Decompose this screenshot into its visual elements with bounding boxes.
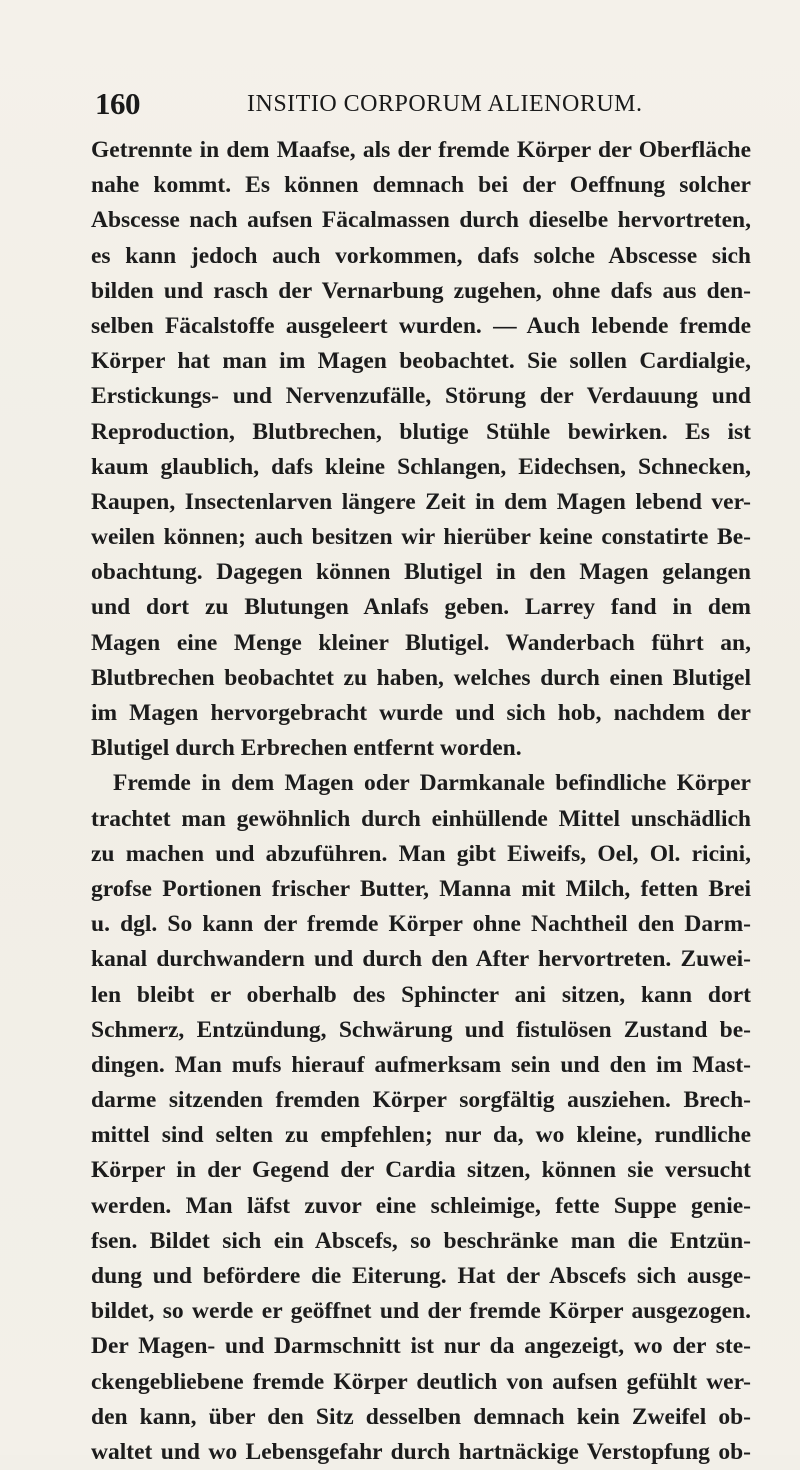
text-line: u. dgl. So kann der fremde Körper ohne Nachtheil den Darm-	[91, 911, 751, 938]
text-line: im Magen hervorgebracht wurde und sich hob, nachdem der	[91, 700, 751, 726]
text-line: werden. Man läfst zuvor eine schleimige, fette Suppe genie-	[91, 1192, 751, 1219]
text-line: dung und befördere die Eiterung. Hat der Abscefs sich ausge-	[91, 1263, 751, 1289]
text-line: bilden und rasch der Vernarbung zugehen, ohne dafs aus den-	[91, 277, 751, 304]
text-line: es kann jedoch auch vorkommen, dafs solche Abscesse sich	[91, 242, 751, 269]
text-line: selben Fäcalstoffe ausgeleert wurden. — Auch lebende fremde	[91, 312, 751, 339]
text-line: Erstickungs- und Nervenzufälle, Störung der Verdauung und	[91, 383, 751, 410]
page-number: 160	[95, 86, 140, 121]
text-line: Fremde in dem Magen oder Darmkanale befindliche Körper	[113, 770, 751, 797]
text-line: und dort zu Blutungen Anlafs geben. Larrey fand in dem	[91, 594, 751, 621]
text-line: Blutbrechen beobachtet zu haben, welches durch einen Blutigel	[91, 664, 751, 691]
text-line: dingen. Man mufs hierauf aufmerksam sein und den im Mast-	[91, 1051, 751, 1078]
running-head: INSITIO CORPORUM ALIENORUM.	[247, 91, 643, 117]
text-line: Magen eine Menge kleiner Blutigel. Wanderbach führt an,	[91, 629, 751, 656]
text-line: bildet, so werde er geöffnet und der fremde Körper ausgezogen.	[91, 1298, 751, 1325]
text-line: mittel sind selten zu empfehlen; nur da, wo kleine, rundliche	[91, 1122, 751, 1149]
text-line: grofse Portionen frischer Butter, Manna mit Milch, fetten Brei	[91, 875, 751, 902]
text-line: trachtet man gewöhnlich durch einhüllende Mittel unschädlich	[91, 805, 751, 832]
text-line: fsen. Bildet sich ein Abscefs, so beschränke man die Entzün-	[91, 1227, 751, 1254]
text-line: Getrennte in dem Maafse, als der fremde Körper der Oberfläche	[91, 137, 751, 163]
text-line: obachtung. Dagegen können Blutigel in den Magen gelangen	[91, 559, 751, 586]
text-line: weilen können; auch besitzen wir hierüber keine constatirte Be-	[91, 524, 751, 551]
text-line: kanal durchwandern und durch den After hervortreten. Zuwei-	[91, 946, 751, 973]
text-line: nahe kommt. Es können demnach bei der Oeffnung solcher	[91, 172, 751, 199]
text-line: darme sitzenden fremden Körper sorgfältig ausziehen. Brech-	[91, 1087, 751, 1114]
text-line: Der Magen- und Darmschnitt ist nur da angezeigt, wo der ste-	[91, 1333, 751, 1360]
text-line: Schmerz, Entzündung, Schwärung und fistulösen Zustand be-	[91, 1016, 751, 1043]
body-text	[91, 133, 751, 1470]
text-line: Raupen, Insectenlarven längere Zeit in dem Magen lebend ver-	[91, 488, 751, 515]
text-line: Abscesse nach aufsen Fäcalmassen durch dieselbe hervortreten,	[91, 207, 751, 234]
text-line: ckengebliebene fremde Körper deutlich von aufsen gefühlt wer-	[91, 1368, 751, 1395]
text-line: len bleibt er oberhalb des Sphincter ani sitzen, kann dort	[91, 981, 751, 1008]
text-line: den kann, über den Sitz desselben demnach kein Zweifel ob-	[91, 1403, 751, 1430]
text-line: kaum glaublich, dafs kleine Schlangen, Eidechsen, Schnecken,	[91, 453, 751, 480]
text-line: Blutigel durch Erbrechen entfernt worden.	[91, 735, 522, 762]
text-line: waltet und wo Lebensgefahr durch hartnäckige Verstopfung ob-	[91, 1438, 751, 1465]
text-line: zu machen und abzuführen. Man gibt Eiweifs, Oel, Ol. ricini,	[91, 840, 751, 867]
text-line: Körper in der Gegend der Cardia sitzen, können sie versucht	[91, 1157, 751, 1184]
text-line: Reproduction, Blutbrechen, blutige Stühle bewirken. Es ist	[91, 418, 751, 445]
text-line: Körper hat man im Magen beobachtet. Sie sollen Cardialgie,	[91, 348, 751, 375]
page-header	[95, 86, 745, 126]
